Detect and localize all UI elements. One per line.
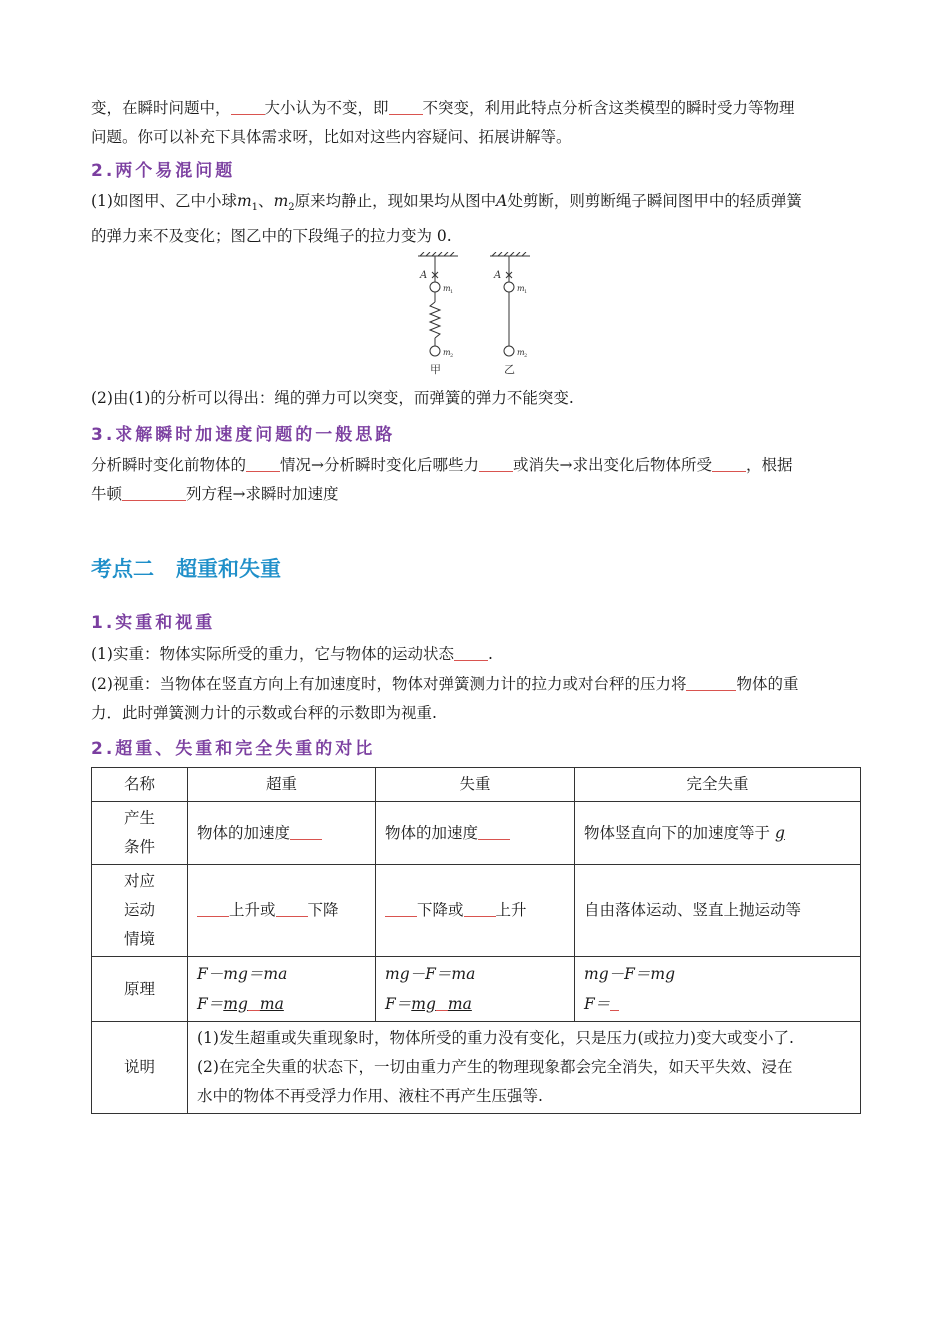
section-heading-2: 2.两个易混问题 [91,161,236,181]
table-cell [575,957,861,1022]
easily-confused-paragraph-2: (2)由(1)的分析可以得出：绳的弹力可以突变，而弹簧的弹力不能突变. [91,389,574,407]
formula: mg－F＝mg [584,965,675,983]
row-label [92,865,188,957]
text: 变，在瞬时问题中， [91,99,231,117]
fill-blank [122,483,186,501]
formula: F－mg＝ma [197,965,288,983]
real-weight-paragraph [91,640,861,669]
chapter-number: 考点二 [91,557,154,581]
text: 牛顿 [91,485,123,503]
text: 或消失→求出变化后物体所受 [513,456,713,474]
fill-blank [385,899,417,917]
fill-blank [290,822,322,840]
formula: ma [259,995,284,1013]
text: 原来均静止，现如果均从图中 [294,192,497,210]
text: 对应 [123,872,155,890]
intro-paragraph [91,94,861,152]
subscript: 1 [251,202,259,214]
text: (2)在完全失重的状态下，一切由重力产生的物理现象都会完全消失，如天平失效、浸在 [197,1058,793,1076]
fill-blank [197,899,229,917]
text: 上升 [495,901,527,919]
fill-blank [231,97,265,115]
table-row [92,802,861,865]
fill-blank [276,899,308,917]
general-approach-paragraph [91,451,861,509]
fill-blank [712,454,746,472]
var-A: A [496,192,508,210]
label-m2-sub-left: 2 [450,353,454,359]
table-cell [188,802,376,865]
apparent-weight-paragraph [91,670,861,728]
chapter-name: 超重和失重 [176,557,281,581]
text: 列方程→求瞬时加速度 [186,485,339,503]
text: (1)发生超重或失重现象时，物体所受的重力没有变化，只是压力(或拉力)变大或变小了. [197,1029,794,1047]
fill-blank [479,454,513,472]
section-heading-3: 3.求解瞬时加速度问题的一般思路 [91,425,396,445]
chapter-heading [91,553,281,583]
text: 不突变，利用此特点分析含这类模型的瞬时受力等物理 [422,99,795,117]
text: 物体竖直向下的加速度等于 [584,823,771,842]
table-cell: 自由落体运动、竖直上抛运动等 [575,865,861,957]
table-cell [188,1022,861,1114]
text: ，根据 [746,456,793,474]
formula: mg [223,995,248,1013]
label-m1-left: m [443,284,451,293]
fill-blank [454,643,488,661]
table-header: 失重 [376,768,575,802]
label-m2-right: m [517,348,525,357]
text: 情境 [123,930,155,948]
table-row [92,865,861,957]
label-A-left: A [420,270,428,281]
label-m2-left: m [443,348,451,357]
comparison-table [91,767,861,1114]
fill-blank [478,822,510,840]
fill-blank [436,993,448,1011]
text: 处剪断，则剪断绳子瞬间图甲中的轻质弹簧 [507,192,802,210]
label-m1-sub-right: 1 [524,289,528,295]
text: 、 [258,192,274,210]
table-cell [575,802,861,865]
fill-blank [246,454,280,472]
text: 产生 [123,809,155,827]
text: (1)实重：物体实际所受的重力，它与物体的运动状态 [91,645,454,663]
fill-blank [464,899,496,917]
text: 力．此时弹簧测力计的示数或台秤的示数即为视重. [91,704,437,722]
text: 物体的加速度 [197,823,291,842]
text: 物体的重 [736,675,799,693]
text: 的弹力来不及变化；图乙中的下段绳子的拉力变为 0. [91,227,452,246]
table-header: 名称 [92,768,188,802]
subsection-heading-2: 2.超重、失重和完全失重的对比 [91,739,376,759]
text: 下降 [307,901,339,919]
table-cell [188,957,376,1022]
text: 条件 [123,838,155,856]
var-g: g [774,823,785,842]
table-cell [188,865,376,957]
table-header: 完全失重 [575,768,861,802]
fill-blank [610,995,619,1011]
var-m: m [273,192,289,210]
formula: ma [447,995,472,1013]
text: 物体的加速度 [385,823,479,842]
easily-confused-paragraph-1 [91,187,861,251]
caption-jia: 甲 [430,363,441,376]
table-row [92,957,861,1022]
label-A-right: A [494,270,502,281]
formula: mg－F＝ma [385,965,476,983]
row-label [92,802,188,865]
text: 大小认为不变，即 [264,99,389,117]
text: 情况→分析瞬时变化后哪些力 [280,456,480,474]
label-m2-sub-right: 2 [524,353,528,359]
table-header-row [92,768,861,802]
fill-blank [389,97,423,115]
subsection-heading-1: 1.实重和视重 [91,613,216,633]
row-label: 原理 [92,957,188,1022]
text: 分析瞬时变化前物体的 [91,456,247,474]
text: (1)如图甲、乙中小球 [91,192,237,210]
table-header: 超重 [188,768,376,802]
label-m1-sub-left: 1 [450,289,454,295]
text: 运动 [123,901,155,919]
caption-yi: 乙 [504,363,515,376]
text: (2)视重：当物体在竖直方向上有加速度时，物体对弹簧测力计的拉力或对台秤的压力将 [91,675,687,693]
var-m: m [236,192,252,210]
formula: F＝ [385,995,412,1013]
table-cell [376,802,575,865]
row-label: 说明 [92,1022,188,1114]
text: . [487,645,493,663]
fill-blank [686,673,736,691]
text: 问题。你可以补充下具体需求呀，比如对这些内容疑问、拓展讲解等。 [91,128,572,146]
label-m1-right: m [517,284,525,293]
fill-blank [248,993,260,1011]
text: 水中的物体不再受浮力作用、液柱不再产生压强等. [197,1087,543,1105]
formula: F＝ [584,995,611,1013]
formula: mg [411,995,436,1013]
spring-rope-figure [410,252,540,382]
table-row [92,1022,861,1114]
subscript: 2 [288,202,295,214]
table-cell [376,865,575,957]
text: 下降或 [417,901,464,919]
text: 上升或 [229,901,276,919]
table-cell [376,957,575,1022]
formula: F＝ [197,995,224,1013]
